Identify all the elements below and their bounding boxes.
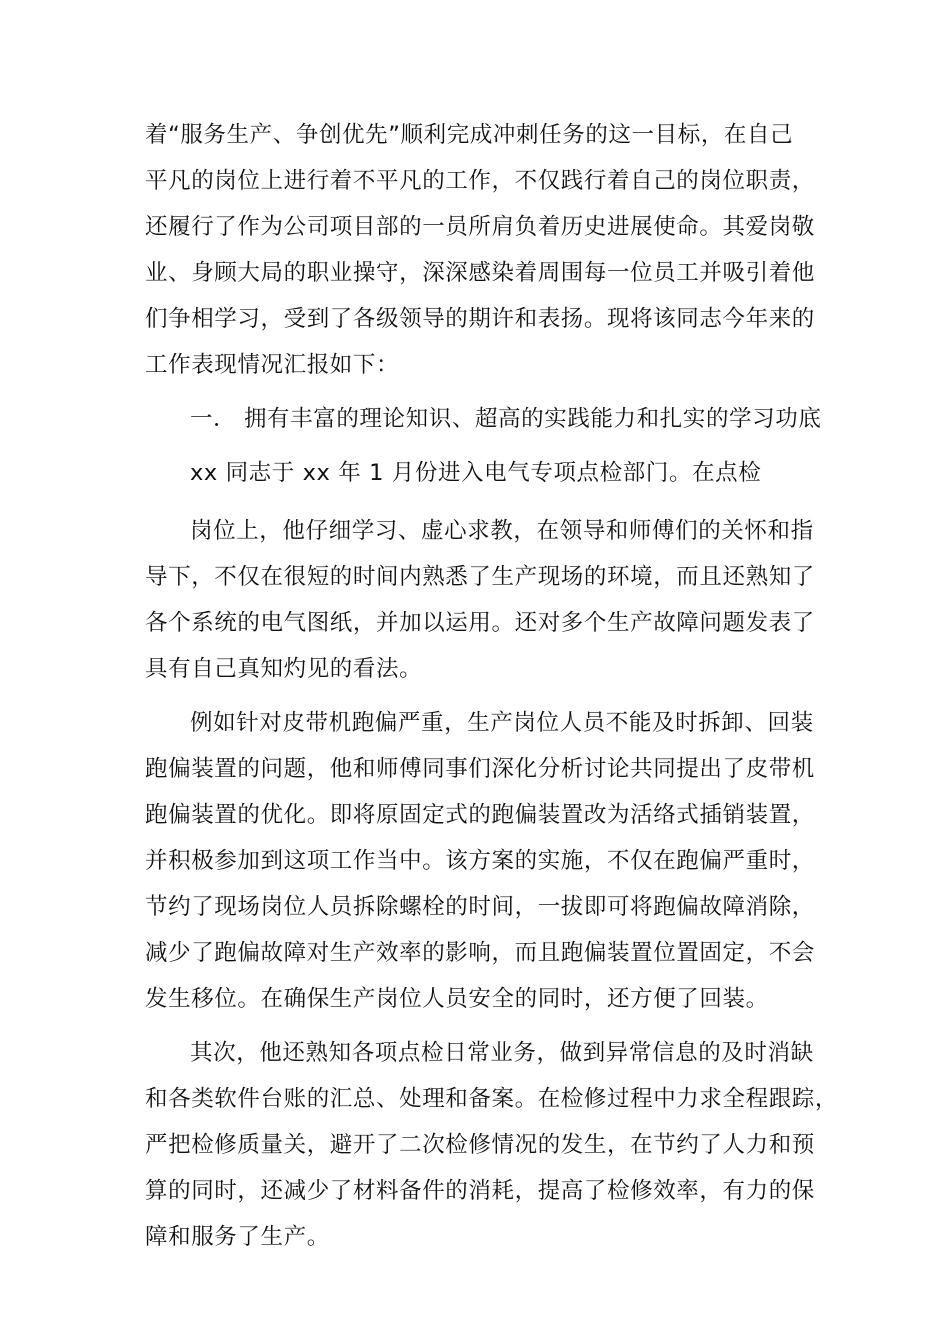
paragraph-4-line-2: 跑偏装置的问题，他和师傅同事们深化分析讨论共同提出了皮带机 [145, 756, 815, 782]
paragraph-5-line-2: 和各类软件台账的汇总、处理和备案。在检修过程中力求全程跟踪， [145, 1086, 839, 1112]
paragraph-5-line-5: 障和服务了生产。 [145, 1224, 330, 1250]
spacer [145, 388, 825, 396]
paragraph-5-line-3: 严把检修质量关，避开了二次检修情况的发生，在节约了人力和预 [145, 1132, 815, 1158]
paragraph-3-line-3: 各个系统的电气图纸，并加以运用。还对多个生产故障问题发表了 [145, 610, 815, 636]
spacer [145, 442, 825, 450]
paragraph-3-line-4: 具有自己真知灼见的看法。 [145, 656, 423, 682]
paragraph-4-line-3: 跑偏装置的优化。即将原固定式的跑偏装置改为活络式插销装置， [145, 802, 815, 828]
document-body [145, 112, 839, 1260]
paragraph-1-line-4: 业、身顾大局的职业操守，深深感染着周围每一位员工并吸引着他 [145, 260, 815, 286]
section-heading-1: 一． 拥有丰富的理论知识、超高的实践能力和扎实的学习功底 [190, 406, 822, 432]
paragraph-1-line-6: 工作表现情况汇报如下： [145, 352, 400, 378]
paragraph-4-line-5: 节约了现场岗位人员拆除螺栓的时间，一拔即可将跑偏故障消除， [145, 894, 815, 920]
paragraph-1-line-1: 着“服务生产、争创优先”顺利完成冲刺任务的这一目标，在自己 [145, 122, 794, 148]
spacer [145, 496, 825, 508]
paragraph-4-line-4: 并积极参加到这项工作当中。该方案的实施，不仅在跑偏严重时， [145, 848, 815, 874]
paragraph-5-line-4: 算的同时，还减少了材料备件的消耗，提高了检修效率，有力的保 [145, 1178, 815, 1204]
spacer [145, 692, 825, 700]
spacer [145, 1022, 825, 1030]
paragraph-3-line-2: 导下，不仅在很短的时间内熟悉了生产现场的环境，而且还熟知了 [145, 564, 815, 590]
paragraph-1-line-5: 们争相学习，受到了各级领导的期许和表扬。现将该同志今年来的 [145, 306, 815, 332]
paragraph-4-line-1: 例如针对皮带机跑偏严重，生产岗位人员不能及时拆卸、回装 [190, 710, 814, 736]
paragraph-3-line-1: 岗位上，他仔细学习、虚心求教，在领导和师傅们的关怀和指 [190, 518, 814, 544]
paragraph-4-line-7: 发生移位。在确保生产岗位人员安全的同时，还方便了回装。 [145, 986, 769, 1012]
paragraph-5-line-1: 其次，他还熟知各项点检日常业务，做到异常信息的及时消缺 [190, 1040, 814, 1066]
paragraph-1-line-2: 平凡的岗位上进行着不平凡的工作，不仅践行着自己的岗位职责， [145, 168, 815, 194]
paragraph-1-line-3: 还履行了作为公司项目部的一员所肩负着历史进展使命。其爱岗敬 [145, 214, 815, 240]
paragraph-4-line-6: 减少了跑偏故障对生产效率的影响，而且跑偏装置位置固定，不会 [145, 940, 815, 966]
paragraph-2-line-1: xx 同志于 xx 年 1 月份进入电气专项点检部门。在点检 [190, 460, 762, 486]
